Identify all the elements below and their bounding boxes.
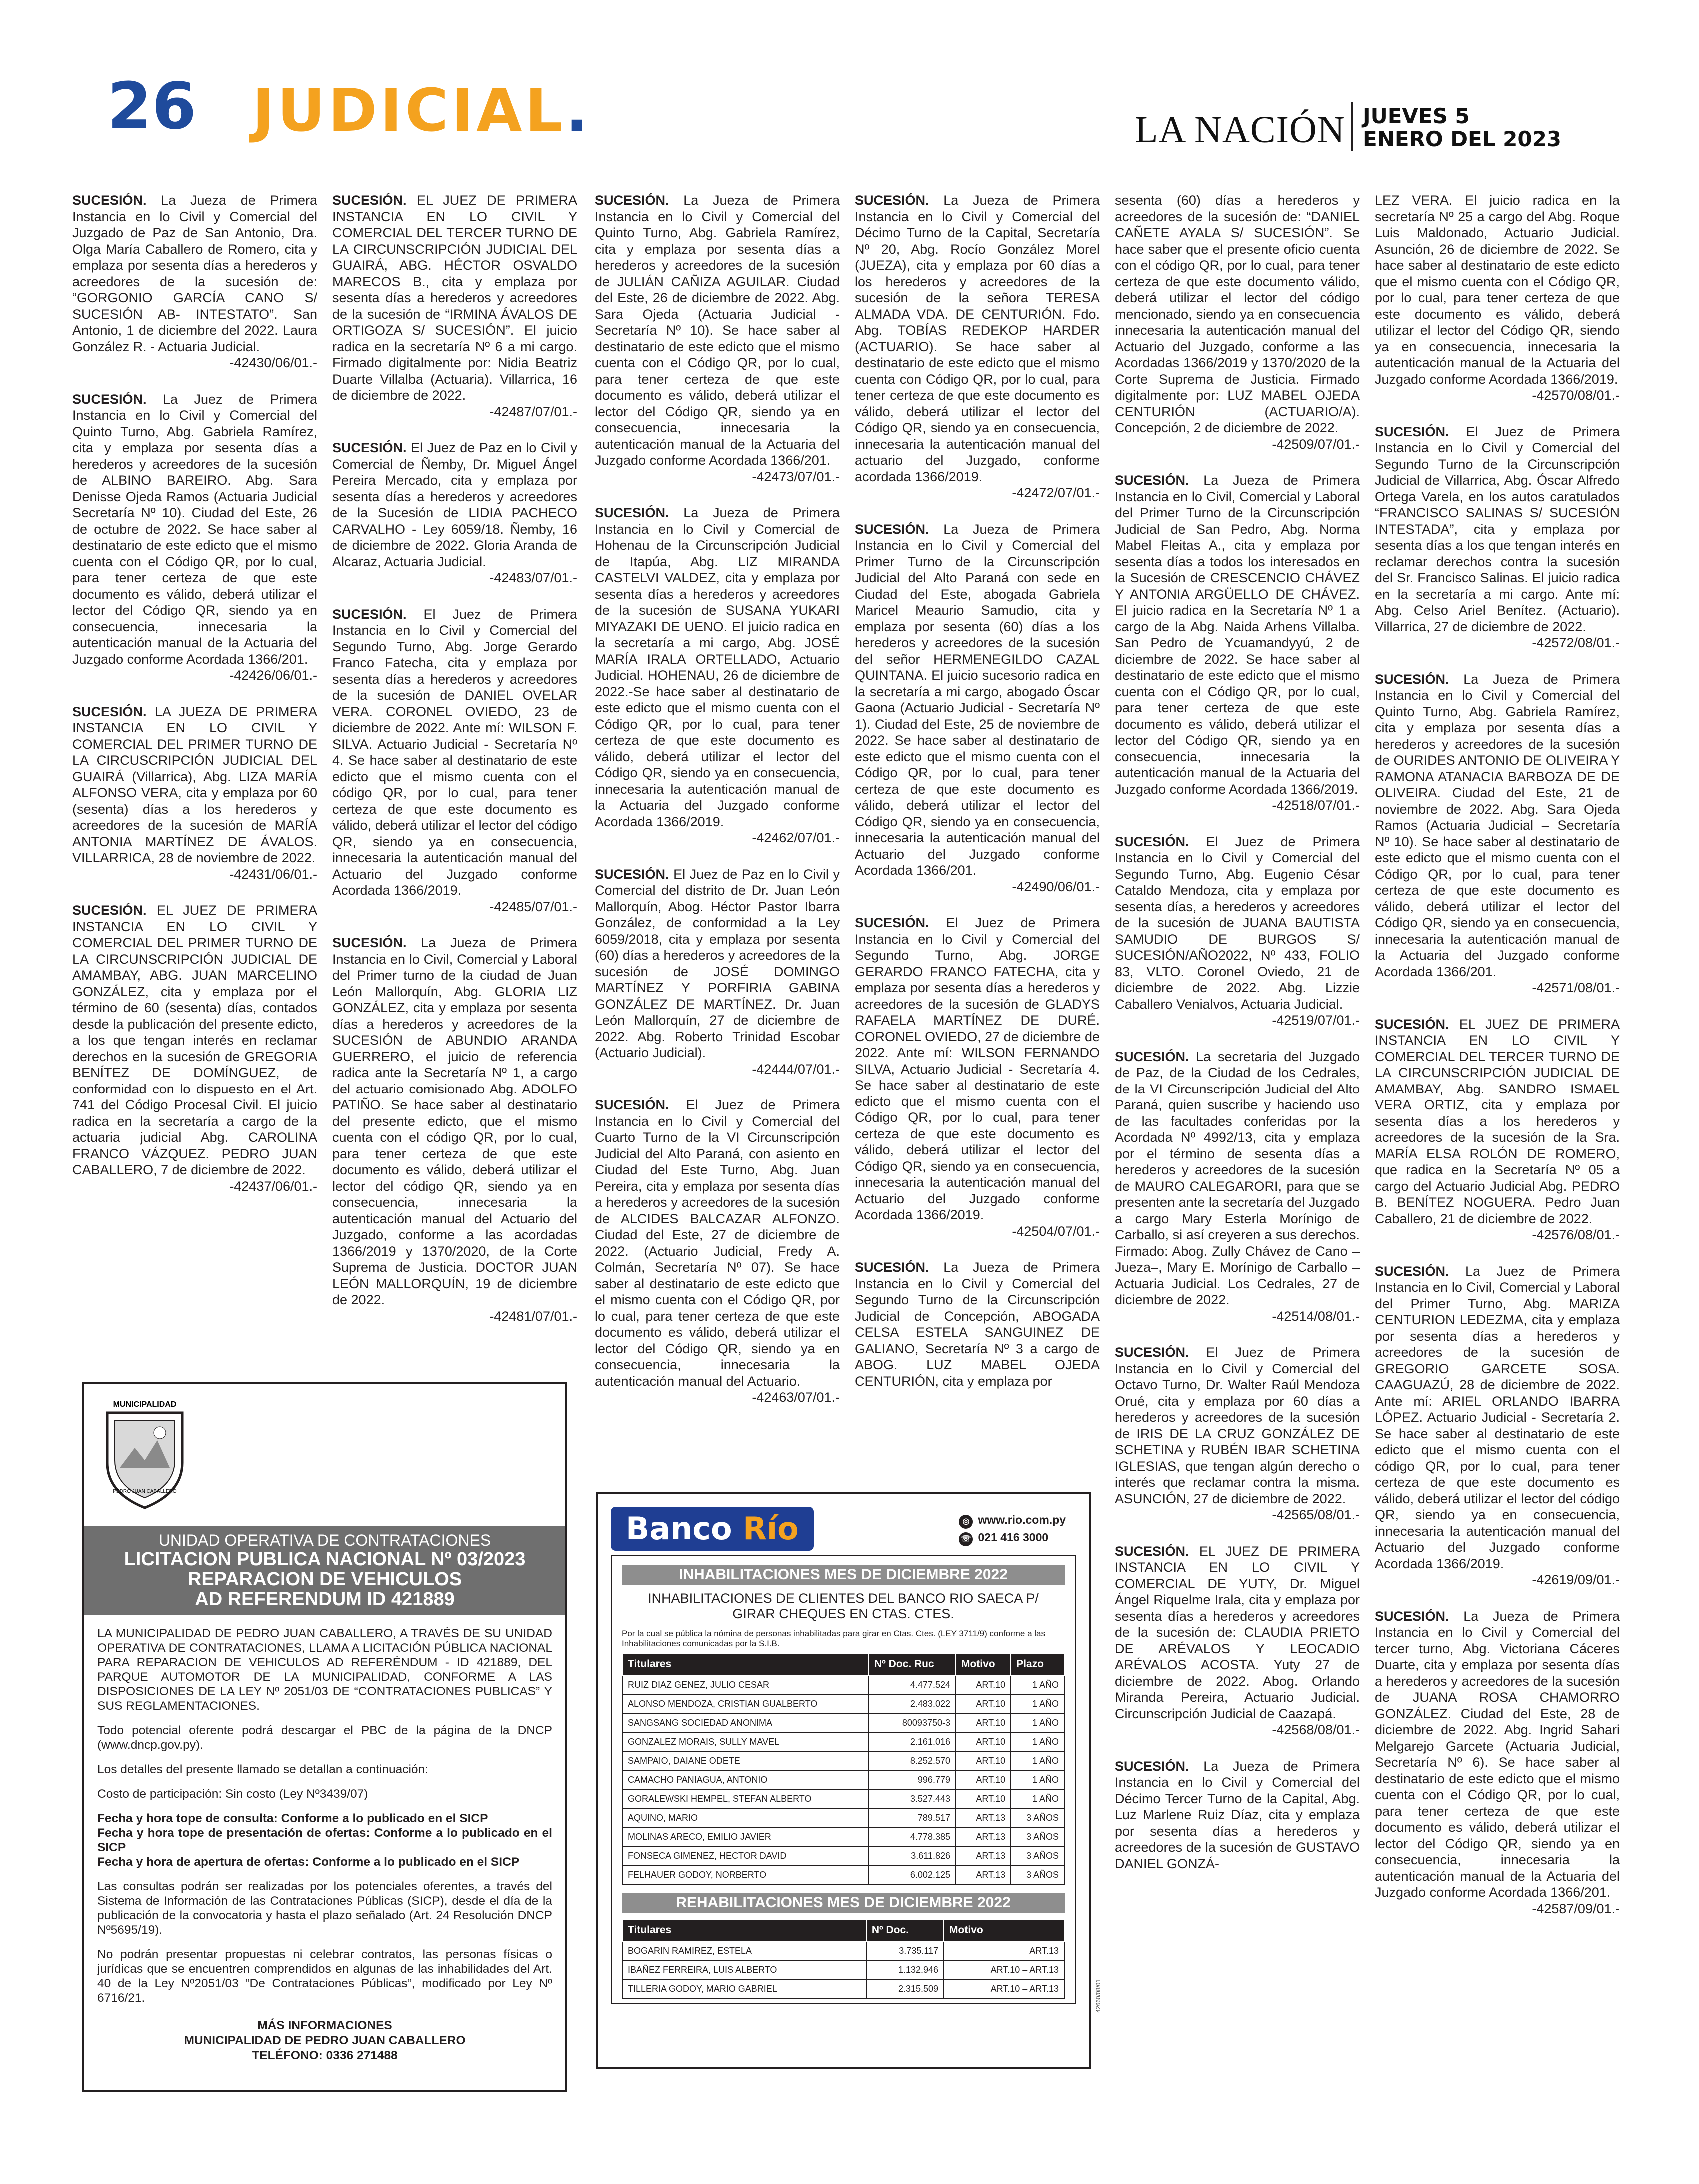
- notice-body: EL JUEZ DE PRIMERA INSTANCIA EN LO CIVIL Y COMERCIAL DEL TERCER TURNO DE LA CIRCUNSCRIPCIÓN JUDICIAL DE AMAMBAY, Abg. SANDRO ISMAEL VERA ORTIZ, cita y emplaza por sesenta días a los herederos y acreedores de la sucesión de la Sra. MARÍA ELSA ROLÓN DE ROMERO, que radica en la Secretaría Nº 05 a cargo del Actuario Judicial Abg. PEDRO B. BENÍTEZ NOGUERA. Pedro Juan Caballero, 21 de diciembre de 2022.: [1375, 1016, 1620, 1226]
- edict-notice: [332, 192, 577, 420]
- notice-body: La Jueza de Primera Instancia en lo Civil, Comercial y Laboral del Primer Turno de la Circunscripción Judicial de San Pedro, Abg. Norma Mabel Fleitas A., cita y emplaza por sesenta días a todos los interesados en la Sucesión de CRESCENCIO CHÁVEZ Y ANTONIA ARGÜELLO DE CHÁVEZ. El juicio radica en la Secretaría Nº 1 a cargo de la Abg. Naida Arhens Villalba. San Pedro de Ycuamandyyú, 2 de diciembre de 2022. Se hace saber al destinatario de este edicto que el mismo cuenta con el Código QR, por lo cual, para tener certeza de que este documento es válido, deberá utilizar el lector del Código QR, siendo ya en consecuencia, innecesaria la autenticación manual de la Actuaria del Juzgado conforme Acordada 1366/2019.: [1115, 473, 1360, 797]
- notices-column-5: [1115, 192, 1360, 2107]
- notice-reference: -42587/09/01.-: [1532, 1901, 1620, 1916]
- tender-body: [97, 1626, 552, 2005]
- table-cell: ART.10: [956, 1789, 1011, 1808]
- notice-reference: -42519/07/01.-: [1272, 1013, 1360, 1028]
- notice-reference: -42619/09/01.-: [1532, 1572, 1620, 1587]
- table-cell: ART.10: [956, 1694, 1011, 1713]
- bank-web-text: www.rio.com.py: [978, 1513, 1066, 1526]
- notice-heading: SUCESIÓN.: [1115, 1345, 1189, 1360]
- crest-top-text: MUNICIPALIDAD: [113, 1400, 177, 1409]
- tender-opening-date: Fecha y hora de apertura de ofertas: Conforme a lo publicado en el SICP: [97, 1855, 520, 1869]
- table-cell: 789.517: [869, 1808, 956, 1827]
- edict-notice: [595, 505, 840, 846]
- notice-body: La secretaria del Juzgado de Paz, de la Ciudad de los Cedrales, de la VI Circunscripción Judicial del Alto Paraná, quien suscribe y haciendo uso de las facultades conferidas por la Acordada Nº 4992/13, cita y emplaza por el término de sesenta días a herederos y acreedores de la sucesión de MAURO CALEGARORI, para que se presenten ante la secretaría del Juzgado a cargo Mary Esterla Morínigo de Carballo, si así creyeren a sus derechos. Firmado: Abog. Zully Chávez de Cano –Jueza–, Mary E. Morínigo de Carballo – Actuaria Judicial. Los Cedrales, 27 de diciembre de 2022.: [1115, 1049, 1360, 1307]
- notice-heading: SUCESIÓN.: [855, 915, 929, 930]
- notice-reference: -42487/07/01.-: [489, 404, 577, 419]
- table-row: [622, 1865, 1064, 1884]
- table-cell: SAMPAIO, DAIANE ODETE: [622, 1751, 869, 1770]
- table-cell: 2.315.509: [866, 1979, 944, 1998]
- notice-heading: SUCESIÓN.: [72, 391, 147, 407]
- notice-reference: -42472/07/01.-: [1012, 485, 1100, 500]
- edict-notice: [595, 1097, 840, 1406]
- edict-notice: [855, 915, 1100, 1239]
- notice-body: El Juez de Primera Instancia en lo Civil y Comercial del Segundo Turno, Abg. Jorge Gerardo Franco Fatecha, cita y emplaza por sesenta días a herederos y acreedores de la sucesión de DANIEL OVELAR VERA. CORONEL OVIEDO, 23 de diciembre de 2022. Ante mí: WILSON F. SILVA. Actuario Judicial - Secretaría Nº 4. Se hace saber al destinatario de este edicto que el mismo cuenta con el código QR, por lo cual, para tener certeza de que este documento es válido, deberá utilizar el lector del código QR, siendo ya en consecuencia, innecesaria la autenticación manual del Actuario del Juzgado conforme Acordada 1366/2019.: [332, 606, 577, 898]
- edict-notice: [1115, 1543, 1360, 1738]
- notice-body: La Jueza de Primera Instancia en lo Civil y Comercial del tercer turno, Abg. Victoriana Cáceres Duarte, cita y emplaza por sesenta días a herederos y acreedores de la sucesión de JUANA ROSA CHAMORRO GONZÁLEZ. Ciudad del Este, 28 de diciembre de 2022. Abg. Ingrid Sahari Melgarejo Garcete (Actuaria Judicial, Secretaría Nº 6). Se hace saber al destinatario de este edicto que el mismo cuenta con el Código QR, por lo cual, para tener certeza de que este documento es válido, deberá utilizar el lector del Código QR, siendo ya en consecuencia, innecesaria la autenticación manual de la Actuaria del Juzgado conforme Acordada 1366/201.: [1375, 1608, 1620, 1900]
- globe-icon: ◎: [959, 1515, 973, 1529]
- edict-notice: [72, 902, 317, 1194]
- notice-reference: -42462/07/01.-: [752, 830, 840, 845]
- bank-phone: [959, 1529, 1066, 1546]
- tender-offer-date: Fecha y hora tope de presentación de ofertas: Conforme a lo publicado en el SICP: [97, 1826, 552, 1854]
- tender-contact-phone: TELÉFONO: 0336 271488: [252, 2049, 398, 2062]
- edict-notice: [1375, 671, 1620, 996]
- notice-body: LEZ VERA. El juicio radica en la secretaría Nº 25 a cargo del Abg. Roque Luis Maldonado, Actuario Judicial. Asunción, 26 de diciembre de 2022. Se hace saber al destinatario de este edicto que el mismo cuenta con el Código QR, por lo cual, para tener certeza de que este documento es válido, deberá utilizar el lector del Código QR, siendo ya en consecuencia, innecesaria la autenticación manual de la Actuaria del Juzgado conforme Acordada 1366/2019.: [1375, 193, 1620, 387]
- table-cell: 3 AÑOS: [1011, 1808, 1064, 1827]
- edict-notice: [1115, 834, 1360, 1029]
- notice-body: El Juez de Primera Instancia en lo Civil y Comercial del Segundo Turno de la Circunscripción Judicial de Villarrica, Abg. Óscar Alfredo Ortega Varela, en los autos caratulados “FRANCISCO SALINAS S/ SUCESIÓN INTESTADA”, cita y emplaza por sesenta días a los que tengan interés en reclamar derechos contra la sucesión del Sr. Francisco Salinas. El juicio radica en la secretaría a mi cargo. Ante mí: Abg. Celso Ariel Benítez. (Actuario). Villarrica, 27 de diciembre de 2022.: [1375, 424, 1620, 634]
- tender-download-info: Todo potencial oferente podrá descargar el PBC de la página de la DNCP (www.dncp.gov.py).: [97, 1724, 552, 1752]
- notice-reference: -42485/07/01.-: [489, 899, 577, 914]
- municipal-crest-icon: [97, 1393, 192, 1513]
- notice-body: El Juez de Primera Instancia en lo Civil y Comercial del Cuarto Turno de la VI Circunscripción Judicial del Alto Paraná, con asiento en Ciudad del Este Turno, Abg. Juan Pereira, cita y emplaza por sesenta días a herederos y acreedores de la sucesión de ALCIDES BALCAZAR ALFONZO. Ciudad del Este, 27 de diciembre de 2022. (Actuario Judicial, Fredy A. Colmán, Secretaría Nº 07). Se hace saber al destinatario de este edicto que el mismo cuenta con el Código QR, por lo cual, para tener certeza de que este documento es válido, deberá utilizar el lector del Código QR, siendo ya en consecuencia, innecesaria la autenticación manual del Actuario.: [595, 1097, 840, 1389]
- notices-column-3: [595, 192, 840, 1477]
- table-cell: 1 AÑO: [1011, 1789, 1064, 1808]
- edict-notice: [332, 606, 577, 915]
- table-row: [622, 1770, 1064, 1789]
- edict-notice: [855, 521, 1100, 895]
- notice-body: EL JUEZ DE PRIMERA INSTANCIA EN LO CIVIL Y COMERCIAL DE YUTY, Dr. Miguel Ángel Riquelme Irala, cita y emplaza por sesenta días a herederos y acreedores de la sucesión de: CLAUDIA PRIETO DE ARÉVALOS Y LEOCADIO ARÉVALOS ACOSTA. Yuty 27 de diciembre de 2022. Abog. Orlando Miranda Pereira, Actuario Judicial. Circunscripción Judicial de Caazapá.: [1115, 1543, 1360, 1721]
- tender-contact-org: MUNICIPALIDAD DE PEDRO JUAN CABALLERO: [184, 2034, 466, 2047]
- notice-reference: -42483/07/01.-: [489, 570, 577, 585]
- table-cell: 4.778.385: [869, 1827, 956, 1846]
- edict-notice: [1115, 1344, 1360, 1523]
- section-title: [252, 76, 591, 145]
- notice-heading: SUCESIÓN.: [332, 935, 407, 950]
- newspaper-logo: LA NACIÓN: [1135, 109, 1345, 151]
- edict-notice: [855, 192, 1100, 501]
- table-cell: 1 AÑO: [1011, 1732, 1064, 1751]
- notice-body: La Jueza de Primera Instancia en lo Civil y Comercial del Segundo Turno de la Circunscripción Judicial de Concepción, ABOGADA CELSA ESTELA SANGUINEZ DE GALIANO, Secretaría Nº 3 a cargo de ABOG. LUZ MABEL OJEDA CENTURIÓN, cita y emplaza por: [855, 1260, 1100, 1389]
- tender-title-band: [84, 1526, 565, 1615]
- bank-logo: [611, 1507, 814, 1551]
- table-cell: 2.483.022: [869, 1694, 956, 1713]
- table-cell: 1.132.946: [866, 1960, 944, 1979]
- table-cell: 3.527.443: [869, 1789, 956, 1808]
- edict-notice: [1375, 1016, 1620, 1243]
- table-header-cell: Titulares: [622, 1653, 869, 1675]
- tender-cost: Costo de participación: Sin costo (Ley Nº3439/07): [97, 1787, 368, 1801]
- notice-body: LA JUEZA DE PRIMERA INSTANCIA EN LO CIVIL Y COMERCIAL DEL PRIMER TURNO DE LA CIRCUSCRIPCIÓN JUDICIAL DEL GUAIRÁ (Villarrica), Abg. LIZA MARÍA ALFONSO VERA, cita y emplaza por 60 (sesenta) días a los herederos y acreedores de la sucesión de MARÍA ANTONIA MARTÍNEZ DE ÁVALOS. VILLARRICA, 28 de noviembre de 2022.: [72, 704, 317, 865]
- notice-heading: SUCESIÓN.: [595, 193, 669, 208]
- table-cell: 6.002.125: [869, 1865, 956, 1884]
- table-cell: TILLERIA GODOY, MARIO GABRIEL: [622, 1979, 866, 1998]
- notice-heading: SUCESIÓN.: [332, 193, 407, 208]
- table-header-row: [622, 1653, 1064, 1675]
- crest-bottom-text: PEDRO JUAN CABALLERO: [113, 1489, 177, 1494]
- table-cell: 1 AÑO: [1011, 1751, 1064, 1770]
- table-cell: 1 AÑO: [1011, 1713, 1064, 1732]
- table-header-cell: Nº Doc. Ruc: [869, 1653, 956, 1675]
- edict-notice: [595, 866, 840, 1078]
- notice-reference: -42444/07/01.-: [752, 1061, 840, 1077]
- table-cell: ART.10: [956, 1732, 1011, 1751]
- notice-heading: SUCESIÓN.: [855, 1260, 929, 1275]
- inhabilitations-sub-1: INHABILITACIONES DE CLIENTES DEL BANCO RIO SAECA P/: [648, 1591, 1039, 1606]
- date-month-year: ENERO DEL 2023: [1363, 127, 1562, 151]
- phone-icon: ☏: [959, 1532, 973, 1546]
- edict-notice: [72, 391, 317, 684]
- notices-column-2: [332, 192, 577, 1369]
- notice-heading: SUCESIÓN.: [595, 866, 669, 882]
- tender-title-2: REPARACION DE VEHICULOS: [187, 1569, 462, 1590]
- tender-unit: UNIDAD OPERATIVA DE CONTRATACIONES: [158, 1531, 491, 1549]
- notice-body: La Jueza de Primera Instancia en lo Civil, Comercial y Laboral del Primer turno de la ciudad de Juan León Mallorquín, Abg. GLORIA LIZ GONZÁLEZ, cita y emplaza por sesenta días a herederos y acreedores de la SUCESIÓN de ABUNDIO ARANDA GUERRERO, el juicio de referencia radica ante la Secretaría Nº 1, a cargo del actuario comisionado Abg. ADOLFO PATIÑO. Se hace saber al destinatario del presente edicto, que el mismo cuenta con el código QR, por lo cual, para tener certeza de que este documento es válido, deberá utilizar el lector del código QR, siendo ya en consecuencia, innecesaria la autenticación manual del Actuario del Juzgado, conforme a las acordadas 1366/2019 y 1370/2020, de la Corte Suprema de Justicia. DOCTOR JUAN LEÓN MALLORQUÍN, 19 de diciembre de 2022.: [332, 935, 577, 1307]
- notice-reference: -42576/08/01.-: [1532, 1227, 1620, 1242]
- inhabilitations-note: Por la cual se pública la nómina de personas inhabilitadas para girar en Ctas. Ctes. (LEY 3711/9) conforme a las Inhabilitaciones comunicadas por la S.I.B.: [622, 1629, 1046, 1648]
- bank-web: [959, 1511, 1066, 1529]
- table-cell: ALONSO MENDOZA, CRISTIAN GUALBERTO: [622, 1694, 869, 1713]
- table-cell: ART.10: [956, 1713, 1011, 1732]
- table-cell: ART.10: [956, 1675, 1011, 1694]
- notice-heading: SUCESIÓN.: [332, 440, 407, 455]
- notice-heading: SUCESIÓN.: [1375, 1263, 1449, 1279]
- notice-body: EL JUEZ DE PRIMERA INSTANCIA EN LO CIVIL Y COMERCIAL DEL PRIMER TURNO DE LA CIRCUNSCRIPCIÓN JUDICIAL DE AMAMBAY, ABG. JUAN MARCELINO GONZÁLEZ, cita y emplaza por el término de 60 (sesenta) días, contados desde la publicación del presente edicto, a los que tengan interés en reclamar derechos en la sucesión de GREGORIA BENÍTEZ DE DOMÍNGUEZ, de conformidad con lo dispuesto en el Art. 741 del Código Procesal Civil. El juicio radica en la secretaría a cargo de la actuaria judicial Abg. CAROLINA FRANCO VÁZQUEZ. PEDRO JUAN CABALLERO, 7 de diciembre de 2022.: [72, 903, 317, 1177]
- tender-consult-date: Fecha y hora tope de consulta: Conforme a lo publicado en el SICP: [97, 1812, 488, 1825]
- notice-heading: SUCESIÓN.: [1115, 834, 1189, 849]
- notice-body: El Juez de Primera Instancia en lo Civil y Comercial del Octavo Turno, Dr. Walter Raúl Mendoza Orué, cita y emplaza por 60 días a herederos y acreedores de la sucesión de IRIS DE LA CRUZ GONZÁLEZ DE SCHETINA y RUBÉN IBAR SCHETINA IGLESIAS, que tengan algún derecho o interés que reclamar contra la misma. ASUNCIÓN, 27 de diciembre de 2022.: [1115, 1345, 1360, 1506]
- tender-intro: LA MUNICIPALIDAD DE PEDRO JUAN CABALLERO, A TRAVÉS DE SU UNIDAD OPERATIVA DE CONTRATACIONES, LLAMA A LICITACIÓN PÚBLICA NACIONAL PARA REPARACION DE VEHICULOS AD REFERÉNDUM - ID 421889, DEL PARQUE AUTOMOTOR DE LA MUNICIPALIDAD, CONFORME A LAS DISPOSICIONES DE LA LEY Nº 2051/03 DE “CONTRATACIONES PUBLICAS” Y SUS REGLAMENTACIONES.: [97, 1627, 552, 1713]
- table-cell: 3 AÑOS: [1011, 1827, 1064, 1846]
- notice-reference: -42437/06/01.-: [229, 1178, 317, 1194]
- table-cell: 1 AÑO: [1011, 1770, 1064, 1789]
- notice-heading: SUCESIÓN.: [1115, 1543, 1189, 1559]
- notice-reference: -42463/07/01.-: [752, 1390, 840, 1405]
- table-cell: 8.252.570: [869, 1751, 956, 1770]
- notice-body: La Jueza de Primera Instancia en lo Civil y Comercial de Hohenau de la Circunscripción Judicial de Itapúa, Abg. LIZ MIRANDA CASTELVI VALDEZ, cita y emplaza por sesenta días a herederos y acreedores de la sucesión de SUSANA YUKARI MIYAZAKI DE UENO. El juicio radica en la secretaría a mi cargo, Abg. JOSÉ MARÍA IRALA ORTELLADO, Actuario Judicial. HOHENAU, 26 de diciembre de 2022.-Se hace saber al destinatario de este edicto que el mismo cuenta con el Código QR, por lo cual, para tener certeza de que este documento es válido, deberá utilizar el lector del Código QR, siendo ya en consecuencia, innecesaria la autenticación manual de la Actuaria del Juzgado conforme Acordada 1366/2019.: [595, 505, 840, 829]
- table-header-cell: Plazo: [1011, 1653, 1064, 1675]
- tender-title-1: LICITACION PUBLICA NACIONAL Nº 03/2023: [124, 1549, 526, 1570]
- notice-heading: SUCESIÓN.: [855, 193, 929, 208]
- table-row: [622, 1846, 1064, 1865]
- table-row: [622, 1732, 1064, 1751]
- rehabilitations-title: REHABILITACIONES MES DE DICIEMBRE 2022: [622, 1893, 1065, 1913]
- notice-heading: SUCESIÓN.: [332, 606, 407, 622]
- notice-reference: -42504/07/01.-: [1012, 1223, 1100, 1239]
- notice-body: El Juez de Paz en lo Civil y Comercial del distrito de Dr. Juan León Mallorquín, Abog. Héctor Pastor Ibarra González, de conformidad a la Ley 6059/2018, cita y emplaza por sesenta (60) días a herederos y acreedores de la sucesión de JOSÉ DOMINGO MARTÍNEZ Y PORFIRIA GABINA GONZÁLEZ DE MARTÍNEZ. Dr. Juan León Mallorquín, 27 de diciembre de 2022. Abg. Roberto Trinidad Escobar (Actuario Judicial).: [595, 866, 840, 1060]
- table-row: [622, 1751, 1064, 1770]
- notice-heading: SUCESIÓN.: [1375, 1608, 1449, 1624]
- edict-notice: [1115, 472, 1360, 814]
- notices-column-1: [72, 192, 317, 1369]
- table-cell: GORALEWSKI HEMPEL, STEFAN ALBERTO: [622, 1789, 869, 1808]
- edict-notice: [72, 704, 317, 883]
- tender-title-3: AD REFERENDUM ID 421889: [195, 1589, 455, 1610]
- notice-reference: -42490/06/01.-: [1012, 879, 1100, 894]
- section-dot: .: [565, 76, 591, 145]
- table-cell: ART.10 – ART.13: [944, 1979, 1064, 1998]
- notice-reference: -42430/06/01.-: [229, 355, 317, 370]
- table-cell: BOGARIN RAMIREZ, ESTELA: [622, 1941, 866, 1960]
- bank-phone-text: 021 416 3000: [978, 1531, 1049, 1544]
- bank-rio-ad: [596, 1492, 1091, 2069]
- table-row: [622, 1713, 1064, 1732]
- table-cell: GONZALEZ MORAIS, SULLY MAVEL: [622, 1732, 869, 1751]
- rehabilitations-table: [622, 1919, 1065, 1999]
- notices-column-4: [855, 192, 1100, 1477]
- notice-heading: SUCESIÓN.: [595, 505, 669, 520]
- notice-body: El Juez de Paz en lo Civil y Comercial de Ñemby, Dr. Miguel Ángel Pereira Mercado, cita y emplaza por sesenta días a herederos y acreedores de la Sucesión de LIDIA PACHECO CARVALHO - Ley 6059/18. Ñemby, 16 de diciembre de 2022. Gloria Aranda de Alcaraz, Actuaria Judicial.: [332, 440, 577, 569]
- inhabilitations-title: INHABILITACIONES MES DE DICIEMBRE 2022: [622, 1565, 1065, 1585]
- notice-heading: SUCESIÓN.: [855, 521, 929, 537]
- page-number: 26: [107, 69, 197, 144]
- table-cell: 4.477.524: [869, 1675, 956, 1694]
- table-cell: ART.13: [956, 1865, 1011, 1884]
- table-cell: ART.13: [956, 1827, 1011, 1846]
- notice-reference: -42565/08/01.-: [1272, 1507, 1360, 1522]
- table-row: [622, 1941, 1064, 1960]
- table-cell: CAMACHO PANIAGUA, ANTONIO: [622, 1770, 869, 1789]
- table-cell: 3.611.826: [869, 1846, 956, 1865]
- edict-notice: [332, 440, 577, 586]
- notice-reference: -42518/07/01.-: [1272, 798, 1360, 813]
- notice-body: El Juez de Primera Instancia en lo Civil y Comercial del Segundo Turno, Abg. Eugenio César Cataldo Mendoza, cita y emplaza por sesenta días, a herederos y acreedores de la sucesión de JUANA BAUTISTA SAMUDIO DE BURGOS S/ SUCESIÓN/AÑO2022, Nº 433, FOLIO 83, VLTO. Coronel Oviedo, 21 de diciembre de 2022. Abg. Lizzie Caballero Venialvos, Actuaria Judicial.: [1115, 834, 1360, 1012]
- table-cell: 2.161.016: [869, 1732, 956, 1751]
- table-cell: FELHAUER GODOY, NORBERTO: [622, 1865, 869, 1884]
- notice-body: La Jueza de Primera Instancia en lo Civil y Comercial del Décimo Turno de la Capital, Secretaría Nº 20, Abg. Rocío González Morel (JUEZA), cita y emplaza por 60 días a los herederos y acreedores de la sucesión de la señora TERESA ALMADA VDA. DE CENTURIÓN. Fdo. Abg. TOBÍAS REDEKOP HARDER (ACTUARIO). Se hace saber al destinatario de este edicto que el mismo cuenta con Código QR, por lo cual, para tener certeza de que este documento es válido, deberá utilizar el lector del Código QR, siendo ya en consecuencia, innecesaria la autenticación manual del actuario del Juzgado, conforme acordada 1366/2019.: [855, 193, 1100, 484]
- bank-logo-accent: Río: [743, 1510, 799, 1547]
- section-name: JUDICIAL: [252, 76, 566, 145]
- notice-reference: -42473/07/01.-: [752, 469, 840, 484]
- table-row: [622, 1789, 1064, 1808]
- notice-heading: SUCESIÓN.: [1375, 671, 1449, 687]
- bank-header: [611, 1503, 1076, 1555]
- table-cell: 3 AÑOS: [1011, 1865, 1064, 1884]
- tender-restrictions: No podrán presentar propuestas ni celebrar contratos, las personas físicas o jurídicas que se encuentren comprendidos en algunas de las inhabilidades del Art. 40 de la Ley Nº2051/03 “De Contrataciones Públicas”, modificado por Ley Nº 6716/21.: [97, 1948, 552, 2005]
- notice-reference: -42431/06/01.-: [229, 866, 317, 882]
- notice-heading: SUCESIÓN.: [1115, 473, 1189, 488]
- notice-heading: SUCESIÓN.: [1115, 1049, 1189, 1064]
- notice-body: EL JUEZ DE PRIMERA INSTANCIA EN LO CIVIL Y COMERCIAL DEL TERCER TURNO DE LA CIRCUNSCRIPCIÓN JUDICIAL DEL GUAIRÁ, ABG. HÉCTOR OSVALDO MARECOS B., cita y emplaza por sesenta días a herederos y acreedores de la sucesión de “IRMINA ÁVALOS DE ORTIGOZA S/ SUCESIÓN”. El juicio radica en la secretaría Nº 6 a mi cargo. Firmado digitalmente por: Nidia Beatriz Duarte Villalba (Actuaria). Villarrica, 16 de diciembre de 2022.: [332, 193, 577, 403]
- notice-reference: -42571/08/01.-: [1532, 980, 1620, 995]
- notice-body: La Jueza de Primera Instancia en lo Civil y Comercial del Juzgado de Paz de San Antonio, Dra. Olga María Caballero de Romero, cita y emplaza por sesenta días a herederos y acreedores de la sucesión de: “GORGONIO GARCÍA CANO S/ SUCESIÓN AB- INTESTATO”. San Antonio, 1 de diciembre del 2022. Laura González R. - Actuaria Judicial.: [72, 193, 317, 354]
- edict-notice: [855, 1259, 1100, 1389]
- notice-body: La Jueza de Primera Instancia en lo Civil y Comercial del Quinto Turno, Abg. Gabriela Ramírez, cita y emplaza por sesenta días a herederos y acreedores de la sucesión de OURIDES ANTONIO DE OLIVEIRA Y RAMONA ATANACIA BARBOZA DE DE OLIVEIRA. Ciudad del Este, 21 de noviembre de 2022. Abg. Sara Ojeda Ramos (Actuaria Judicial – Secretaría Nº 10). Se hace saber al destinatario de este edicto que el mismo cuenta con el Código QR, por lo cual, para tener certeza de que este documento es válido, deberá utilizar el lector del Código QR, siendo ya en consecuencia, innecesaria la autenticación manual de la Actuaria del Juzgado conforme Acordada 1366/201.: [1375, 671, 1620, 979]
- notice-reference: -42572/08/01.-: [1532, 635, 1620, 650]
- table-header-cell: Motivo: [956, 1653, 1011, 1675]
- notice-body: La Jueza de Primera Instancia en lo Civil y Comercial del Décimo Tercer Turno de la Capital, Abg. Luz Marlene Ruiz Díaz, cita y emplaza por sesenta días a herederos y acreedores de la sucesión de GUSTAVO DANIEL GONZÁ-: [1115, 1758, 1360, 1871]
- tender-contact-title: MÁS INFORMACIONES: [257, 2019, 392, 2032]
- table-cell: ART.13: [956, 1808, 1011, 1827]
- table-cell: 996.779: [869, 1770, 956, 1789]
- edict-notice: [595, 192, 840, 485]
- table-row: [622, 1960, 1064, 1979]
- table-row: [622, 1675, 1064, 1694]
- notice-heading: SUCESIÓN.: [1375, 424, 1449, 439]
- edict-notice: [1375, 424, 1620, 651]
- notice-body: sesenta (60) días a herederos y acreedores de la sucesión de: “DANIEL CAÑETE AYALA S/ SUCESIÓN”. Se hace saber que el presente oficio cuenta con el código QR, por lo cual, para tener certeza de que este documento válido, deberá utilizar el lector del código mencionado, siendo ya en consecuencia innecesaria la autenticación manual del Actuario del Juzgado, conforme a las Acordadas 1366/2019 y 1370/2020 de la Corte Suprema de Justicia. Firmado digitalmente por: LUZ MABEL OJEDA CENTURIÓN (ACTUARIO/A). Concepción, 2 de diciembre de 2022.: [1115, 193, 1360, 435]
- notice-heading: SUCESIÓN.: [72, 193, 147, 208]
- table-row: [622, 1694, 1064, 1713]
- inhabilitations-table: [622, 1653, 1065, 1885]
- notice-heading: SUCESIÓN.: [1375, 1016, 1449, 1032]
- notice-body: La Juez de Primera Instancia en lo Civil y Comercial del Quinto Turno, Abg. Gabriela Ramírez, cita y emplaza por sesenta días a herederos y acreedores de la sucesión de ALBINO BAREIRO. Abg. Sara Denisse Ojeda Ramos (Actuaria Judicial Secretaría Nº 10). Ciudad del Este, 26 de octubre de 2022. Se hace saber al destinatario de este edicto que el mismo cuenta con el Código QR, por lo cual, para tener certeza de que este documento es válido, deberá utilizar el lector del Código QR, siendo ya en consecuencia, innecesaria la autenticación manual de la Actuaria del Juzgado conforme Acordada 1366/201.: [72, 391, 317, 667]
- notice-reference: -42509/07/01.-: [1272, 436, 1360, 452]
- bank-logo-word: Banco: [626, 1510, 743, 1547]
- tender-contact: [97, 2018, 552, 2063]
- notice-body: La Jueza de Primera Instancia en lo Civil y Comercial del Primer Turno de la Circunscripción Judicial del Alto Paraná con sede en Ciudad del Este, abogada Gabriela Maricel Meaurio Samudio, cita y emplaza por sesenta (60) días a los herederos y acreedores de la sucesión del señor HERMENEGILDO CAZAL QUINTANA. El juicio sucesorio radica en la secretaría a mi cargo, abogado Óscar Gaona (Actuario Judicial - Secretaría Nº 1). Ciudad del Este, 25 de noviembre de 2022. Se hace saber al destinatario de este edicto que el mismo cuenta con el Código QR, por lo cual, para tener certeza de que este documento es válido, deberá utilizar el lector del Código QR, siendo ya en consecuencia, innecesaria la autenticación manual del Actuario del Juzgado conforme Acordada 1366/201.: [855, 521, 1100, 878]
- table-cell: SANGSANG SOCIEDAD ANONIMA: [622, 1713, 869, 1732]
- table-cell: 3.735.117: [866, 1941, 944, 1960]
- edict-notice: [72, 192, 317, 371]
- table-row: [622, 1979, 1064, 1998]
- date-weekday: JUEVES 5: [1363, 104, 1470, 128]
- edict-notice: [1115, 1758, 1360, 1872]
- ad-code: 42660/08/01: [1095, 1979, 1102, 2013]
- table-header-cell: Nº Doc.: [866, 1919, 944, 1941]
- table-cell: ART.10 – ART.13: [944, 1960, 1064, 1979]
- notice-reference: -42568/08/01.-: [1272, 1722, 1360, 1737]
- header-divider: [1351, 102, 1353, 151]
- table-row: [622, 1808, 1064, 1827]
- notice-reference: -42570/08/01.-: [1532, 388, 1620, 403]
- table-header-row: [622, 1919, 1064, 1941]
- table-row: [622, 1827, 1064, 1846]
- table-cell: 1 AÑO: [1011, 1694, 1064, 1713]
- edict-notice: [1375, 1608, 1620, 1917]
- tender-consultations: Las consultas podrán ser realizadas por los potenciales oferentes, a través del Sistema de Información de las Contrataciones Públicas (SICP), desde el día de la publicación de la convocatoria y hasta el plazo señalado (Art. 24 Resolución DNCP Nº5695/19).: [97, 1880, 552, 1937]
- table-cell: 80093750-3: [869, 1713, 956, 1732]
- notice-heading: SUCESIÓN.: [72, 903, 147, 918]
- inhabilitations-sub-2: GIRAR CHEQUES EN CTAS. CTES.: [732, 1606, 954, 1621]
- notice-body: La Juez de Primera Instancia en lo Civil, Comercial y Laboral del Primer Turno, Abg. MARIZA CENTURION LEDEZMA, cita y emplaza por sesenta días a herederos y acreedores de la sucesión de GREGORIO GARCETE SOSA. CAAGUAZÚ, 28 de diciembre de 2022. Ante mí: ARIEL ORLANDO IBARRA LÓPEZ. Actuario Judicial - Secretaría 2. Se hace saber al destinatario de este edicto que el mismo cuenta con el código QR, por lo cual, para tener certeza de que este documento es válido, deberá utilizar el lector del código QR, siendo ya en consecuencia, innecesaria la autenticación manual del Actuario del Juzgado conforme Acordada 1366/2019.: [1375, 1263, 1620, 1571]
- edict-notice: [1115, 192, 1360, 452]
- table-cell: 1 AÑO: [1011, 1675, 1064, 1694]
- edict-notice: [1375, 1263, 1620, 1588]
- notice-body: El Juez de Primera Instancia en lo Civil y Comercial del Segundo Turno, Abg. JORGE GERARDO FRANCO FATECHA, cita y emplaza por sesenta días a herederos y acreedores de la sucesión de GLADYS RAFAELA MARTÍNEZ DE DURÉ. CORONEL OVIEDO, 27 de diciembre de 2022. Ante mí: WILSON FERNANDO SILVA, Actuario Judicial - Secretaría 4. Se hace saber al destinatario de este edicto que el mismo cuenta con el Código QR, por lo cual, para tener certeza de que este documento es válido, deberá utilizar el lector del Código QR, siendo ya en consecuencia, innecesaria la autenticación manual del Actuario del Juzgado conforme Acordada 1366/2019.: [855, 915, 1100, 1222]
- table-cell: ART.13: [944, 1941, 1064, 1960]
- notices-column-6: [1375, 192, 1620, 2107]
- table-cell: IBAÑEZ FERREIRA, LUIS ALBERTO: [622, 1960, 866, 1979]
- table-header-cell: Motivo: [944, 1919, 1064, 1941]
- table-cell: ART.13: [956, 1846, 1011, 1865]
- notice-heading: SUCESIÓN.: [1115, 1758, 1189, 1774]
- table-cell: 3 AÑOS: [1011, 1846, 1064, 1865]
- notice-heading: SUCESIÓN.: [72, 704, 147, 719]
- notice-reference: -42481/07/01.-: [489, 1308, 577, 1324]
- notice-reference: -42426/06/01.-: [229, 668, 317, 683]
- table-cell: ART.10: [956, 1770, 1011, 1789]
- inhabilitations-block: [611, 1555, 1076, 2004]
- publication-date: [1363, 105, 1561, 151]
- edict-notice: [332, 935, 577, 1324]
- edict-notice: [1375, 192, 1620, 404]
- table-cell: FONSECA GIMENEZ, HECTOR DAVID: [622, 1846, 869, 1865]
- table-cell: AQUINO, MARIO: [622, 1808, 869, 1827]
- tender-details-intro: Los detalles del presente llamado se detallan a continuación:: [97, 1763, 428, 1776]
- notice-reference: -42514/08/01.-: [1272, 1308, 1360, 1324]
- table-cell: MOLINAS ARECO, EMILIO JAVIER: [622, 1827, 869, 1846]
- notice-body: La Jueza de Primera Instancia en lo Civil y Comercial del Quinto Turno, Abg. Gabriela Ramírez, cita y emplaza por sesenta días a herederos y acreedores de la sucesión de JULIÁN CAÑIZA AGUILAR. Ciudad del Este, 26 de diciembre de 2022. Abg. Sara Ojeda (Actuaria Judicial - Secretaría Nº 10). Se hace saber al destinatario de este edicto que el mismo cuenta con el Código QR, por lo cual, para tener certeza de que este documento es válido, deberá utilizar el lector del Código QR, siendo ya en consecuencia, innecesaria la autenticación manual de la Actuaria del Juzgado conforme Acordada 1366/201.: [595, 193, 840, 468]
- edict-notice: [1115, 1049, 1360, 1325]
- table-cell: ART.10: [956, 1751, 1011, 1770]
- municipality-tender-ad: [82, 1382, 567, 2092]
- bank-contact: [959, 1511, 1066, 1546]
- table-header-cell: Titulares: [622, 1919, 866, 1941]
- table-cell: RUIZ DIAZ GENEZ, JULIO CESAR: [622, 1675, 869, 1694]
- notice-heading: SUCESIÓN.: [595, 1097, 669, 1112]
